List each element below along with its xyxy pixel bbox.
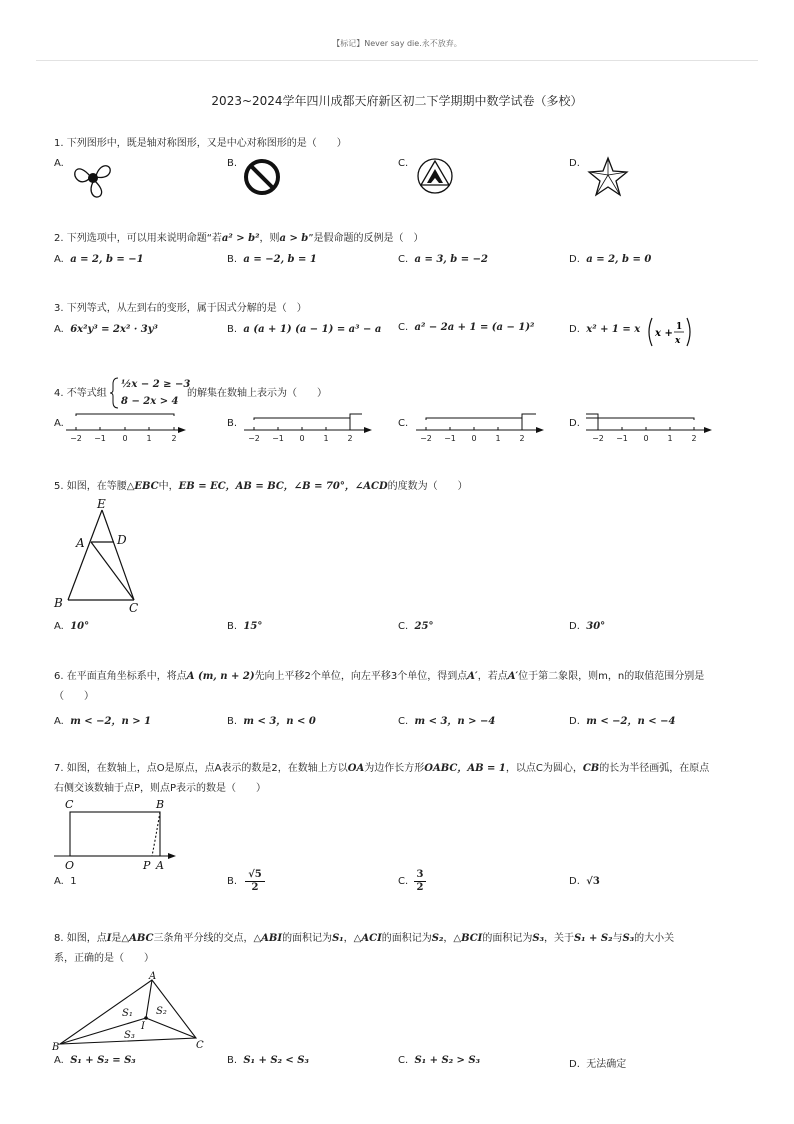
svg-text:C: C: [65, 798, 74, 811]
q1-option-c-label: C.: [398, 158, 409, 169]
svg-text:2: 2: [171, 434, 177, 443]
question-4-stem-a: 4. 不等式组: [54, 388, 107, 399]
svg-text:0: 0: [643, 434, 649, 443]
q6-option-a: A. m < −2，n > 1: [54, 716, 152, 727]
q2-option-a: A. a = 2, b = −1: [54, 254, 144, 265]
question-7-stem-cont: 右侧交该数轴于点P，则点P表示的数是（ ）: [54, 783, 267, 794]
question-6-stem: 6. 在平面直角坐标系中，将点A (m, n + 2)先向上平移2个单位，向左平移3个单位，得到点A′，若点A′位于第二象限，则m，n的取值范围分别是: [54, 671, 705, 682]
q4-number-line-b: [240, 410, 380, 448]
svg-text:1: 1: [495, 434, 501, 443]
q4-number-line-d: [584, 410, 724, 448]
svg-text:P: P: [143, 859, 151, 872]
no-sign-figure: [243, 158, 281, 196]
q4-number-line-a: [62, 410, 192, 448]
q4-number-line-c: [412, 410, 552, 448]
question-8-stem: 8. 如图，点I是△ABC三条角平分线的交点，△ABI的面积记为S₁，△ACI的面积记为S₂，△BCI的面积记为S₃，关于S₁ + S₂与S₃的大小关: [54, 933, 675, 944]
svg-text:A: A: [156, 859, 164, 872]
svg-text:D: D: [117, 533, 127, 547]
svg-text:x: x: [675, 336, 681, 346]
svg-text:2: 2: [519, 434, 525, 443]
question-3-stem: 3. 下列等式，从左到右的变形，属于因式分解的是（ ）: [54, 303, 307, 314]
q5-option-a: A. 10°: [54, 621, 90, 632]
question-1-stem: 1. 下列图形中，既是轴对称图形，又是中心对称图形的是（ ）: [54, 138, 347, 149]
svg-text:O: O: [65, 859, 75, 872]
q2-option-d: D. a = 2, b = 0: [569, 254, 652, 265]
q4-option-b-label: B.: [227, 418, 238, 429]
q7-option-a: A. 1: [54, 876, 77, 887]
svg-text:0: 0: [122, 434, 128, 443]
svg-text:S₃: S₃: [124, 1030, 135, 1041]
question-4-stem-b: 的解集在数轴上表示为（ ）: [187, 388, 327, 399]
q1-option-a-label: A.: [54, 158, 64, 169]
inequality-1: ½x − 2 ≥ −3: [121, 379, 191, 390]
isosceles-triangle-figure: [50, 496, 150, 620]
svg-text:2: 2: [691, 434, 697, 443]
q2-option-b: B. a = −2, b = 1: [227, 254, 317, 265]
q3-option-c: C. a² − 2a + 1 = (a − 1)²: [398, 322, 535, 333]
q1-option-d-label: D.: [569, 158, 580, 169]
rectangle-number-line-figure: [52, 796, 182, 876]
q2-option-c: C. a = 3, b = −2: [398, 254, 488, 265]
q8-option-a: A. S₁ + S₂ = S₃: [54, 1055, 136, 1066]
svg-text:B: B: [54, 596, 63, 610]
svg-text:S₂: S₂: [156, 1006, 167, 1017]
q7-option-c-label: C.: [398, 876, 409, 887]
svg-text:C: C: [196, 1040, 204, 1051]
page-header: 【标记】Never say die.永不放弃。: [332, 39, 462, 48]
svg-text:A: A: [76, 536, 85, 550]
svg-text:0: 0: [299, 434, 305, 443]
svg-text:E: E: [97, 497, 106, 511]
q6-option-d: D. m < −2，n < −4: [569, 716, 676, 727]
svg-text:−1: −1: [272, 434, 284, 443]
svg-text:1: 1: [676, 322, 683, 332]
svg-text:−1: −1: [444, 434, 456, 443]
svg-text:−2: −2: [420, 434, 432, 443]
triangle-in-circle-figure: [415, 156, 455, 196]
q8-option-d: D. 无法确定: [569, 1059, 627, 1070]
q3-option-b: B. a (a + 1) (a − 1) = a³ − a: [227, 324, 382, 335]
question-6-stem-cont: （ ）: [54, 691, 94, 702]
svg-text:x +: x +: [655, 328, 673, 339]
q4-option-a-label: A.: [54, 418, 64, 429]
svg-text:B: B: [52, 1042, 60, 1052]
svg-text:−2: −2: [592, 434, 604, 443]
q6-option-b: B. m < 3，n < 0: [227, 716, 316, 727]
question-7-stem: 7. 如图，在数轴上，点O是原点，点A表示的数是2，在数轴上方以OA为边作长方形OABC，AB = 1，以点C为圆心，CB的长为半径画弧，在原点: [54, 763, 710, 774]
q8-option-b: B. S₁ + S₂ < S₃: [227, 1055, 309, 1066]
q6-option-c: C. m < 3，n > −4: [398, 716, 496, 727]
svg-text:−1: −1: [616, 434, 628, 443]
triangle-incenter-figure: [50, 966, 210, 1056]
question-8-stem-cont: 系，正确的是（ ）: [54, 953, 154, 964]
q3-option-d: D. x² + 1 = x: [569, 324, 641, 335]
q7-option-c-fraction: 3 2: [414, 869, 426, 894]
svg-text:B: B: [156, 798, 165, 811]
svg-text:1: 1: [323, 434, 329, 443]
svg-text:A: A: [149, 971, 157, 982]
svg-text:1: 1: [146, 434, 152, 443]
q5-option-b: B. 15°: [227, 621, 263, 632]
q4-option-c-label: C.: [398, 418, 409, 429]
header-divider: [36, 60, 758, 61]
question-2-stem: 2. 下列选项中，可以用来说明命题“若a² > b²，则a > b”是假命题的反例是（ ）: [54, 233, 424, 244]
q3-option-d-bracket: [646, 316, 694, 352]
svg-text:1: 1: [667, 434, 673, 443]
q3-option-a: A. 6x²y³ = 2x² · 3y³: [54, 324, 158, 335]
q7-option-d: D. √3: [569, 876, 600, 887]
fan-shape-figure: [70, 158, 116, 200]
svg-text:0: 0: [471, 434, 477, 443]
svg-text:2: 2: [347, 434, 353, 443]
q7-option-b-label: B.: [227, 876, 238, 887]
svg-text:−1: −1: [94, 434, 106, 443]
q5-option-c: C. 25°: [398, 621, 434, 632]
star-figure: [586, 155, 630, 199]
q7-option-b-fraction: √5 2: [245, 869, 265, 894]
q1-option-b-label: B.: [227, 158, 238, 169]
svg-text:C: C: [129, 601, 139, 615]
q8-option-c: C. S₁ + S₂ > S₃: [398, 1055, 481, 1066]
exam-title: 2023~2024学年四川成都天府新区初二下学期期中数学试卷（多校）: [211, 94, 583, 108]
q5-option-d: D. 30°: [569, 621, 606, 632]
svg-text:I: I: [141, 1021, 145, 1032]
inequality-2: 8 − 2x > 4: [121, 396, 179, 407]
question-5-stem: 5. 如图，在等腰△EBC中，EB = EC，AB = BC，∠B = 70°，∠ACD的度数为（ ）: [54, 481, 468, 492]
svg-text:S₁: S₁: [122, 1008, 133, 1019]
svg-text:−2: −2: [248, 434, 260, 443]
q4-option-d-label: D.: [569, 418, 580, 429]
svg-text:−2: −2: [70, 434, 82, 443]
